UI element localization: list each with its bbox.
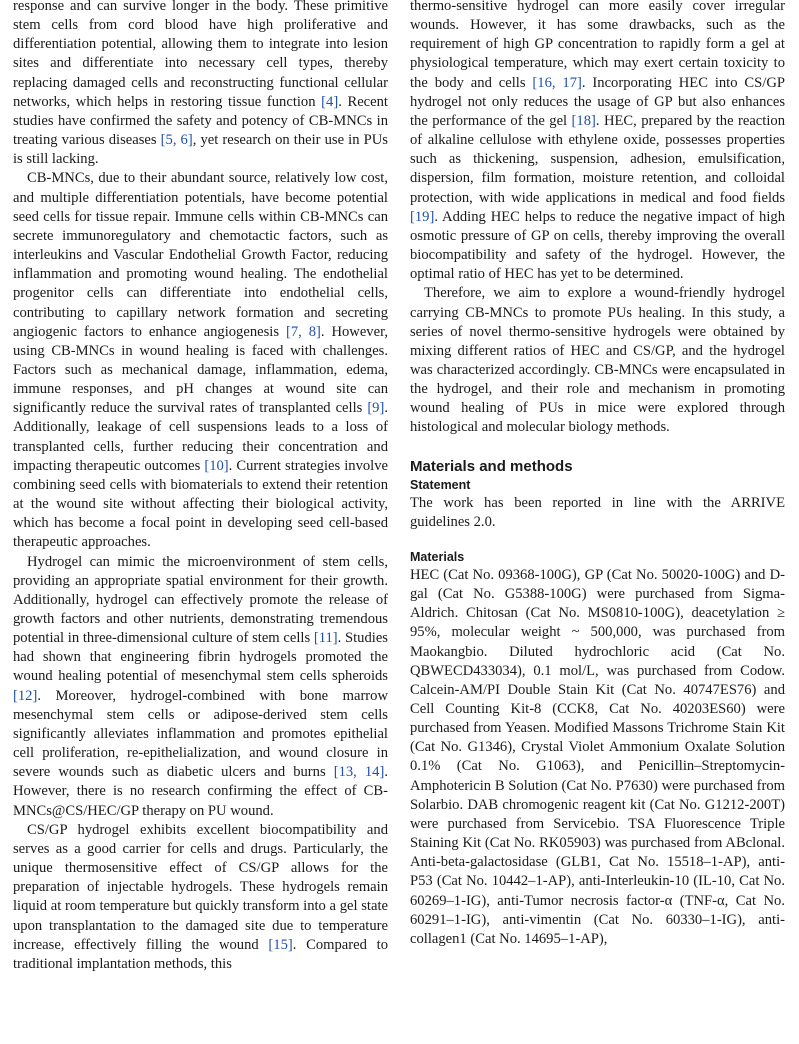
subsection-heading-statement: Statement [410, 477, 471, 492]
body-text: . Incorporating HEC into CS/GP hydrogel not only reduces the usage of GP but also enhances the performance of the gel [410, 74, 785, 129]
body-text: . However, using CB-MNCs in wound healing is faced with challenges. Factors such as mechanical damage, inflammation, edema, immune responses, and pH changes at wound site can significantly reduce the survival rates of transplanted cells [13, 323, 388, 417]
paragraph-thermo-sensitive-hydrogel [410, 0, 785, 284]
citation-link[interactable]: [18] [571, 112, 596, 129]
body-text: , yet research on their use in PUs is still lacking. [13, 132, 388, 168]
citation-link[interactable]: [11] [313, 630, 338, 647]
subsection-heading-materials: Materials [410, 549, 465, 564]
citation-link[interactable]: [12] [13, 687, 38, 704]
citation-link[interactable]: [9] [367, 400, 385, 417]
citation-link[interactable]: [15] [268, 936, 293, 953]
paragraph-study-aim: Therefore, we aim to explore a wound-friendly hydrogel carrying CB-MNCs to promote PUs healing. In this study, a series of novel thermo-sensitive hydrogels were obtained by mixing different ratios of HEC and CS/GP, and the hydrogel was characterized accordingly. CB-MNCs were encapsulated in the hydrogel, and their role and mechanism in promoting wound healing of PUs in mice were explored through histological and molecular biology methods. [410, 285, 785, 436]
citation-link[interactable]: [7, 8] [285, 323, 321, 340]
paragraph-cb-mnc-properties [13, 0, 388, 169]
citation-link[interactable]: [4] [321, 93, 339, 110]
body-text: . Additionally, leakage of cell suspensions leads to a loss of transplanted cells, further reducing their concentration and impacting therapeutic outcomes [13, 400, 388, 474]
body-text: CS/GP hydrogel exhibits excellent biocompatibility and serves as a good carrier for cells and drugs. Particularly, the unique thermosensitive effect of CS/GP allows for the preparation of injectable hydrogels. These hydrogels remain liquid at room temperature but quickly transform into a gel state upon transplantation to the damaged site due to temperature increase, effectively filling the wound [13, 821, 388, 953]
citation-link[interactable]: [10] [204, 457, 229, 474]
section-heading-materials-methods: Materials and methods [410, 457, 573, 475]
right-column [410, 0, 785, 949]
body-text: . Compared to traditional implantation methods, this [13, 936, 388, 972]
left-column [13, 0, 388, 974]
citation-link[interactable]: [13, 14] [333, 764, 385, 781]
body-text: . Recent studies have confirmed the safety and potency of CB-MNCs in treating various diseases [13, 93, 388, 149]
paragraph-statement: The work has been reported in line with the ARRIVE guidelines 2.0. [410, 494, 785, 530]
section-spacer [410, 438, 785, 457]
citation-link[interactable]: [16, 17] [532, 74, 582, 91]
paragraph-hydrogel-microenvironment [13, 553, 388, 821]
body-text: . Moreover, hydrogel-combined with bone marrow mesenchymal stem cells or adipose-derived stem cells significantly alleviates inflammation and promotes epithelial cell proliferation, re-epithelialization, and wound closure in severe wounds such as diabetic ulcers and burns [13, 687, 388, 781]
body-text: thermo-sensitive hydrogel can more easily cover irregular wounds. However, it has some drawbacks, such as the requirement of high GP concentration to rapidly form a gel at physiological temperature, which may exert certain toxicity to the body and cells [410, 0, 785, 91]
body-text: . HEC, prepared by the reaction of alkaline cellulose with ethylene oxide, possesses properties such as thickening, suspension, adhesion, emulsification, dispersion, film formation, moisture retention, and colloidal protection, with wide applications in medical and food fields [410, 112, 785, 206]
citation-link[interactable]: [19] [410, 208, 435, 225]
paragraph-cs-gp-hydrogel [13, 821, 388, 974]
body-text: . Adding HEC helps to reduce the negative impact of high osmotic pressure of GP on cells, thereby improving the overall biocompatibility and safety of the hydrogel. However, the optimal ratio of HEC has yet to be determined. [410, 208, 785, 283]
paragraph-materials: HEC (Cat No. 09368-100G), GP (Cat No. 50020-100G) and D-gal (Cat No. G5388-100G) were purchased from Sigma-Aldrich. Chitosan (Cat No. MS0810-100G), deacetylation ≥ 95%, molecular weight ~ 500,000, was purchased from Maokangbio. Diluted hydrochloric acid (Cat No. QBWECD433034), 0.1 mol/L, was purchased from Codow. Calcein-AM/PI Double Stain Kit (Cat No. 40747ES76) and Cell Counting Kit-8 (CCK8, Cat No. 40203ES60) were purchased from Yeasen. Modified Massons Trichrome Stain Kit (Cat No. G1346), Crystal Violet Ammonium Oxalate Solution 0.1% (Cat No. G1063), and Penicillin–Streptomycin- Amphotericin B Solution (Cat No. P7630) were purchased from Solarbio. DAB chromogenic reagent kit (Cat No. G1212-200T) were purchased from Servicebio. TSA Fluorescence Triple Staining Kit (Cat No. RK05903) was purchased from ABclonal. Anti-beta-galactosidase (GLB1, Cat No. 15518–1-AP), anti-P53 (Cat No. 10442–1-AP), anti-Interleukin-10 (IL-10, Cat No. 60269–1-IG), anti-Tumor necrosis factor-α (TNF-α, Cat No. 60291–1-IG), anti-vimentin (Cat No. 60330–1-IG), anti-collagen1 (Cat No. 14695–1-AP), [410, 566, 785, 947]
section-spacer [410, 532, 785, 548]
citation-link[interactable]: [5, 6] [160, 132, 193, 149]
body-text: response and can survive longer in the body. These primitive stem cells from cord blood have high proliferative and differentiation potential, allowing them to integrate into lesion sites and differentiate into necessary cell types, thereby replacing damaged cells and reconstructing functional cellular networks, which helps in restoring tissue function [13, 0, 388, 110]
body-text: . Studies had shown that engineering fibrin hydrogels promoted the wound healing potential of mesenchymal stem cells spheroids [13, 630, 388, 685]
body-text: CB-MNCs, due to their abundant source, relatively low cost, and multiple differentiation potentials, have become potential seed cells for tissue repair. Immune cells within CB-MNCs can secrete immunoregulatory and chemotactic factors, such as interleukins and Vascular Endothelial Growth Factor, reducing inflammation and promoting wound healing. The endothelial progenitor cells can differentiate into endothelial cells, contributing to capillary network formation and secreting angiogenic factors to enhance angiogenesis [13, 170, 388, 340]
body-text: Hydrogel can mimic the microenvironment of stem cells, providing an appropriate spatial environment for their growth. Additionally, hydrogel can effectively promote the release of growth factors and other nutrients, demonstrating tremendous potential in three-dimensional culture of stem cells [13, 553, 388, 647]
body-text: . However, there is no research confirming the effect of CB-MNCs@CS/HEC/GP therapy on PU wound. [13, 764, 388, 819]
paragraph-cb-mnc-seed-cells [13, 169, 388, 552]
body-text: . Current strategies involve combining seed cells with biomaterials to extend their retention at the wound site without affecting their biological activity, which has become a focal point in developing seed cell-based therapeutic approaches. [13, 457, 389, 551]
